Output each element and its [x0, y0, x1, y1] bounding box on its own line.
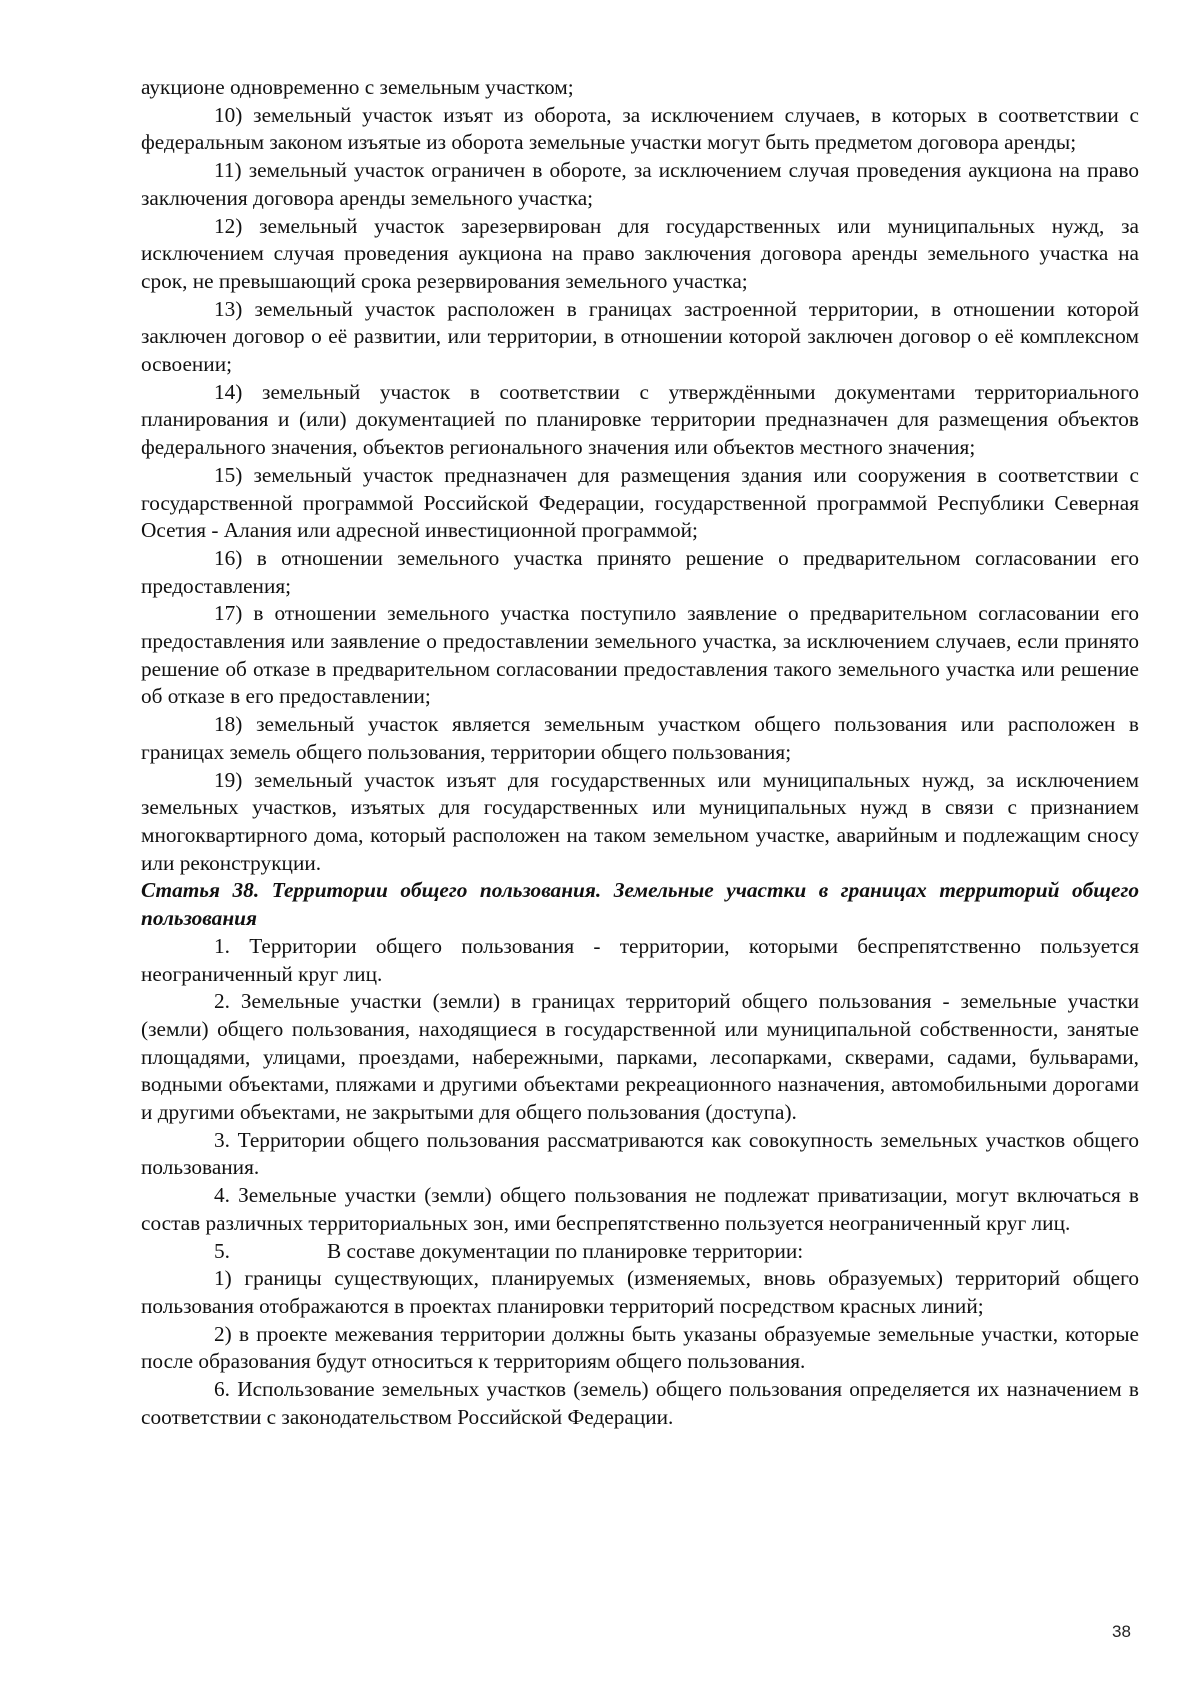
paragraph-item-16: 16) в отношении земельного участка принято решение о предварительном согласовании его предоставления;	[141, 545, 1139, 598]
page-number: 38	[1112, 1622, 1131, 1641]
article-paragraph-4: 4. Земельные участки (земли) общего пользования не подлежат приватизации, могут включаться в состав различных территориальных зон, ими беспрепятственно пользуется неограниченный круг лиц.	[141, 1183, 1139, 1235]
article-paragraph-5	[141, 1238, 1139, 1266]
subitem-2: 2) в проекте межевания территории должны быть указаны образуемые земельные участки, которые после образования будут относиться к территориям общего пользования.	[141, 1321, 1139, 1374]
paragraph-item-12: 12) земельный участок зарезервирован для государственных или муниципальных нужд, за исключением случая проведения аукциона на право заключения договора аренды земельного участка на срок, не превышающий срока резервирования земельного участка;	[141, 213, 1139, 293]
paragraph-item-19: 19) земельный участок изъят для государственных или муниципальных нужд, за исключением земельных участков, изъятых для государственных или муниципальных нужд в связи с признанием многоквартирного дома, который расположен на таком земельном участке, аварийным и подлежащим сносу или реконструкции.	[141, 767, 1139, 875]
paragraph-item-17: 17) в отношении земельного участка поступило заявление о предварительном согласовании его предоставления или заявление о предоставлении земельного участка, за исключением случаев, если принято решение об отказе в предварительном согласовании предоставления такого земельного участка или решение об отказе в его предоставлении;	[141, 601, 1139, 709]
paragraph-continuation: аукционе одновременно с земельным участком;	[141, 75, 574, 99]
article-paragraph-3: 3. Территории общего пользования рассматриваются как совокупность земельных участков общего пользования.	[141, 1127, 1139, 1180]
article-paragraph-2: 2. Земельные участки (земли) в границах территорий общего пользования - земельные участки (земли) общего пользования, находящиеся в государственной или муниципальной собственности, занятые площадями, улицами, проездами, набережными, парками, лесопарками, скверами, садами, бульварами, водными объектами, пляжами и другими объектами рекреационного назначения, автомобильными дорогами и другими объектами, не закрытыми для общего пользования (доступа).	[141, 989, 1139, 1125]
subitem-1: 1) границы существующих, планируемых (изменяемых, вновь образуемых) территорий общего пользования отображаются в проектах планировки территорий посредством красных линий;	[141, 1266, 1139, 1318]
paragraph-item-18: 18) земельный участок является земельным участком общего пользования или расположен в границах земель общего пользования, территории общего пользования;	[141, 712, 1139, 764]
paragraph-item-11: 11) земельный участок ограничен в обороте, за исключением случая проведения аукциона на право заключения договора аренды земельного участка;	[141, 158, 1139, 210]
paragraph-item-14: 14) земельный участок в соответствии с утверждёнными документами территориального планирования и (или) документацией по планировке территории предназначен для размещения объектов федерального значения, объектов регионального значения или объектов местного значения;	[141, 379, 1139, 460]
paragraph-item-13: 13) земельный участок расположен в границах застроенной территории, в отношении которой заключен договор о её развитии, или территории, в отношении которой заключен договор о её комплексном освоении;	[141, 296, 1139, 377]
paragraph-item-15: 15) земельный участок предназначен для размещения здания или сооружения в соответствии с государственной программой Российской Федерации, государственной программой Республики Северная Осетия - Алания или адресной инвестиционной программой;	[141, 462, 1139, 543]
paragraph-item-10: 10) земельный участок изъят из оборота, за исключением случаев, в которых в соответствии с федеральным законом изъятые из оборота земельные участки могут быть предметом договора аренды;	[141, 102, 1139, 155]
article-paragraph-6: 6. Использование земельных участков (земель) общего пользования определяется их назначением в соответствии с законодательством Российской Федерации.	[141, 1377, 1139, 1429]
article-paragraph-1: 1. Территории общего пользования - территории, которыми беспрепятственно пользуется неограниченный круг лиц.	[141, 933, 1139, 986]
item-5-text: В составе документации по планировке территории:	[327, 1238, 804, 1263]
item-5-number: 5.	[214, 1238, 230, 1263]
document-page	[141, 74, 1139, 1431]
article-heading: Статья 38. Территории общего пользования. Земельные участки в границах территорий общего пользования	[141, 878, 1139, 931]
